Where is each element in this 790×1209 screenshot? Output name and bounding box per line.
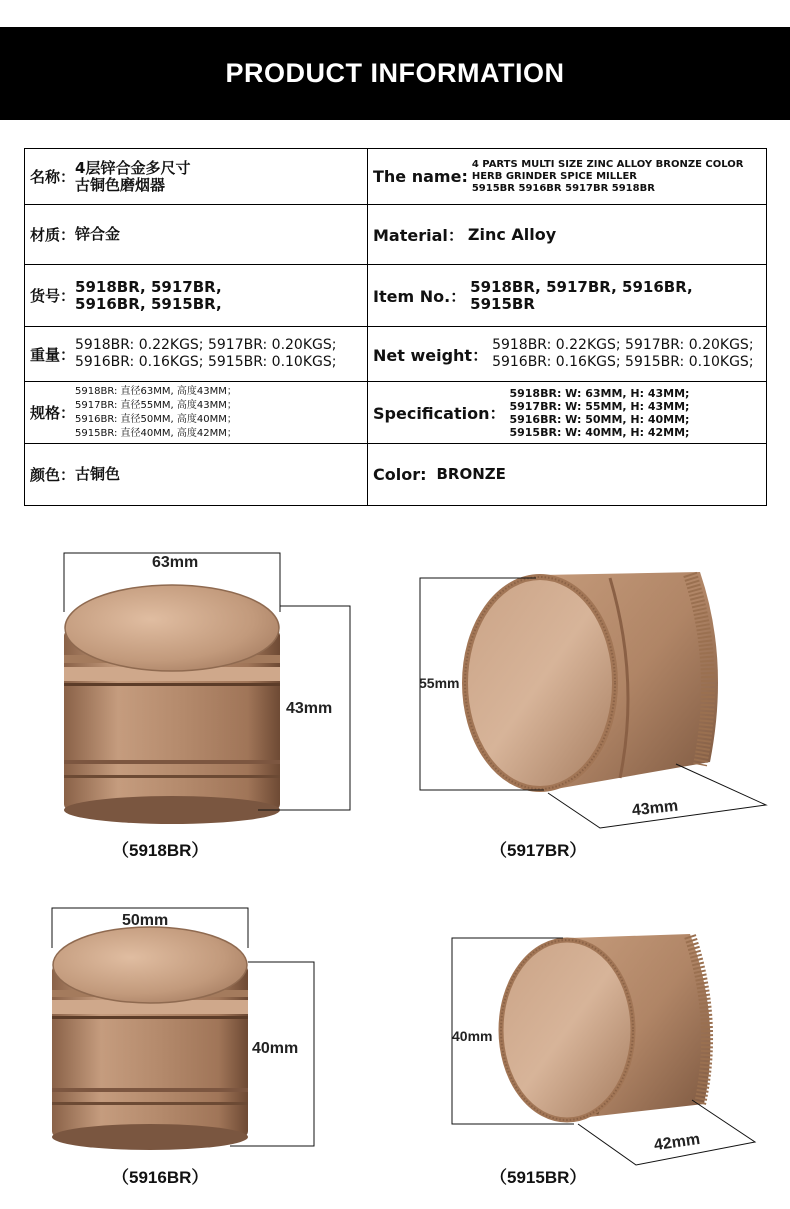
grinder-5916br-image <box>52 927 248 1150</box>
cn-value-line: 5915BR: 直径40MM, 高度42MM； <box>75 427 237 439</box>
en-label: Net weight： <box>373 345 489 365</box>
cn-label: 规格： <box>30 404 76 422</box>
product-caption: （5917BR） <box>490 841 587 860</box>
en-value-line: 5918BR, 5917BR, 5916BR, 5915BR <box>470 277 693 313</box>
cn-label: 重量： <box>30 345 76 364</box>
en-value-line: 5917BR: W: 55MM, H: 43MM; <box>509 399 690 413</box>
grinder-5915br-image <box>501 934 710 1120</box>
product-caption: （5916BR） <box>112 1168 209 1187</box>
en-label: Item No.： <box>373 287 467 306</box>
cn-value-line: 5918BR, 5917BR, <box>75 277 222 296</box>
en-value-line: 5915BR: W: 40MM, H: 42MM; <box>509 425 690 439</box>
dimension-label: 43mm <box>286 700 333 717</box>
cn-value-line: 锌合金 <box>75 225 121 243</box>
en-value-line: 5916BR: W: 50MM, H: 40MM; <box>509 412 690 426</box>
en-label: Material： <box>373 226 464 245</box>
dimension-label: 43mm <box>631 797 679 820</box>
product-caption: （5918BR） <box>112 841 209 860</box>
en-value-line: BRONZE <box>436 465 506 483</box>
en-value-line: HERB GRINDER SPICE MILLER <box>471 170 638 182</box>
en-value-line: 5915BR 5916BR 5917BR 5918BR <box>471 182 655 194</box>
en-value-line: Zinc Alloy <box>467 225 557 244</box>
dimension-label: 63mm <box>152 554 199 571</box>
dimension-label: 55mm <box>419 675 460 691</box>
cn-label: 颜色： <box>30 466 76 484</box>
cn-value-line: 5916BR: 0.16KGS; 5915BR: 0.10KGS; <box>75 354 337 370</box>
page-title: PRODUCT INFORMATION <box>225 58 565 88</box>
grinder-5917br-image <box>465 572 718 790</box>
cn-label: 名称： <box>30 168 76 186</box>
cn-value-line: 5917BR: 直径55MM, 高度43MM； <box>75 399 237 411</box>
cn-value-line: 5918BR: 0.22KGS; 5917BR: 0.20KGS; <box>75 337 337 353</box>
dimension-label: 50mm <box>122 912 169 929</box>
en-label: Specification： <box>373 404 506 423</box>
en-value-line: 5918BR: W: 63MM, H: 43MM; <box>509 386 690 400</box>
cn-label: 材质： <box>30 226 76 244</box>
en-value-line: 5918BR: 0.22KGS; 5917BR: 0.20KGS; <box>492 337 754 353</box>
cn-value-line: 5916BR, 5915BR, <box>75 294 222 313</box>
product-caption: （5915BR） <box>490 1168 587 1187</box>
cn-value-line: 5918BR: 直径63MM, 高度43MM； <box>75 385 237 397</box>
en-label: The name: <box>373 167 468 186</box>
cn-value-line: 4层锌合金多尺寸 <box>75 158 191 177</box>
dimension-label: 40mm <box>452 1028 493 1044</box>
cn-label: 货号： <box>30 287 76 305</box>
cn-value-line: 5916BR: 直径50MM, 高度40MM； <box>75 413 237 425</box>
en-label: Color: <box>373 465 427 484</box>
en-value-line: 5916BR: 0.16KGS; 5915BR: 0.10KGS; <box>492 354 754 370</box>
dimension-label: 40mm <box>252 1040 299 1057</box>
cn-value-line: 古铜色磨烟器 <box>75 175 166 194</box>
grinder-5918br-image <box>64 585 280 824</box>
dimension-label: 42mm <box>652 1130 702 1155</box>
en-value-line: 4 PARTS MULTI SIZE ZINC ALLOY BRONZE COLOR <box>471 158 744 170</box>
cn-value-line: 古铜色 <box>75 465 121 483</box>
